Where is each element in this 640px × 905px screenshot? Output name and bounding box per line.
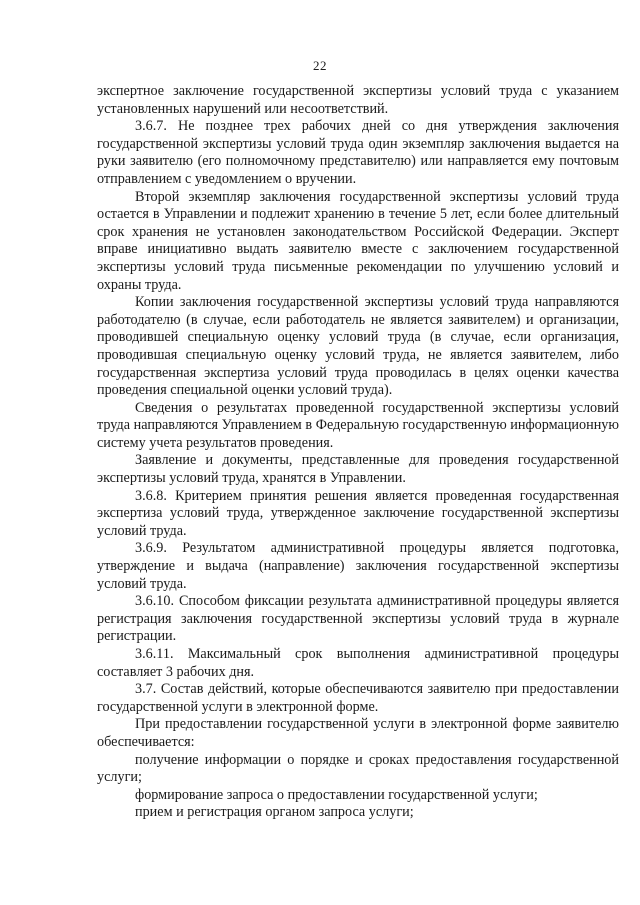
paragraph-copies: Копии заключения государственной экспертизы условий труда направляются работодателю (в случае, если работодатель не является заявителем) и организации, проводившей специальную оценку условий труда (в случае, если организация, проводившая специальную оценку условий труда, не является заявителем, либо государственная экспертиза условий труда проводилась в целях оценки качества проведения специальной оценки условий труда). bbox=[97, 294, 619, 399]
paragraph-3-6-10: 3.6.10. Способом фиксации результата административной процедуры является регистрация заключения государственной экспертизы условий труда в журнале регистрации. bbox=[97, 593, 619, 645]
paragraph-second-copy: Второй экземпляр заключения государственной экспертизы условий труда остается в Управлении и подлежит хранению в течение 5 лет, если более длительный срок хранения не установлен законодательством Российской Федерации. Эксперт вправе инициативно выдать заявителю вместе с заключением государственной экспертизы условий труда письменные рекомендации по улучшению условий и охраны труда. bbox=[97, 188, 619, 293]
paragraph-3-6-11: 3.6.11. Максимальный срок выполнения административной процедуры составляет 3 рабочих дня. bbox=[97, 646, 619, 680]
document-body bbox=[97, 83, 619, 822]
list-item-request-formation: формирование запроса о предоставлении государственной услуги; bbox=[135, 786, 538, 803]
paragraph-documents-storage: Заявление и документы, представленные для проведения государственной экспертизы условий труда, хранятся в Управлении. bbox=[97, 452, 619, 487]
paragraph-3-6-7: 3.6.7. Не позднее трех рабочих дней со дня утверждения заключения государственной экспертизы условий труда один экземпляр заключения выдается на руки заявителю (его полномочному представителю) или направляется ему почтовым отправлением с уведомлением о вручении. bbox=[97, 118, 619, 187]
paragraph-electronic-form: При предоставлении государственной услуги в электронной форме заявителю обеспечивается: bbox=[97, 716, 619, 750]
paragraph-expert-conclusion-end: экспертное заключение государственной экспертизы условий труда с указанием установленных нарушений или несоответствий. bbox=[97, 83, 619, 117]
paragraph-information-system: Сведения о результатах проведенной государственной экспертизы условий труда направляются Управлением в Федеральную государственную информационную систему учета результатов проведения. bbox=[97, 399, 619, 451]
paragraph-3-6-8: 3.6.8. Критерием принятия решения является проведенная государственная экспертиза условий труда, утвержденное заключение государственной экспертизы условий труда. bbox=[97, 487, 619, 539]
paragraph-3-7: 3.7. Состав действий, которые обеспечиваются заявителю при предоставлении государственной услуги в электронной форме. bbox=[97, 681, 619, 715]
list-item-information: получение информации о порядке и сроках предоставления государственной услуги; bbox=[97, 751, 619, 786]
paragraph-3-6-9: 3.6.9. Результатом административной процедуры является подготовка, утверждение и выдача (направление) заключения государственной экспертизы условий труда. bbox=[97, 540, 619, 592]
list-item-request-registration: прием и регистрация органом запроса услуги; bbox=[135, 804, 414, 821]
page-number: 22 bbox=[313, 58, 327, 73]
